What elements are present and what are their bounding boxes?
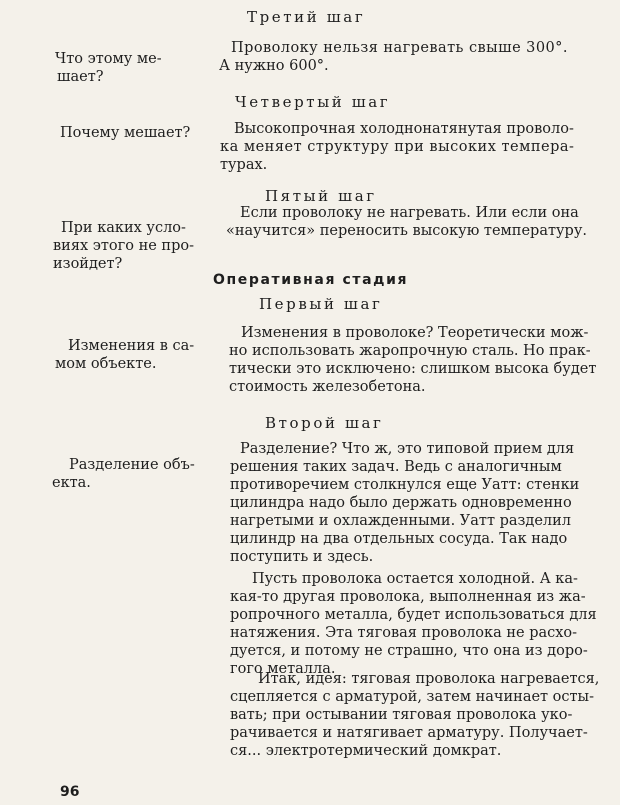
question-why-interferes xyxy=(60,124,190,142)
answer-line: Разделение? Что ж, это типовой прием для xyxy=(240,441,575,457)
heading-operative-stage: Оперативная стадия xyxy=(213,272,409,288)
answer-line: цилиндр на два отдельных сосуда. Так надо xyxy=(230,531,568,547)
question-object-separation xyxy=(52,456,195,492)
question-what-interferes xyxy=(55,50,162,86)
answer-line: дуется, и потому не страшно, что она из доро- xyxy=(230,643,588,659)
answer-line: тически это исключено: слишком высока будет xyxy=(229,361,597,377)
answer-op-second-step-para1 xyxy=(230,440,579,566)
answer-line: поступить и здесь. xyxy=(230,549,374,565)
question-line: мом объекте. xyxy=(55,356,157,372)
answer-line: Если проволоку не нагревать. Или если она xyxy=(240,205,579,221)
answer-op-second-step-para2 xyxy=(230,570,597,678)
answer-line: Итак, идея: тяговая проволока нагревается, xyxy=(258,671,600,687)
answer-line: турах. xyxy=(220,157,268,173)
answer-line: «научится» переносить высокую температуру. xyxy=(226,223,587,239)
answer-line: ропрочного металла, будет использоваться для xyxy=(230,607,597,623)
answer-third-step xyxy=(219,39,568,75)
answer-line: Высокопрочная холоднонатянутая проволо- xyxy=(234,121,574,137)
question-line: При каких усло- xyxy=(61,220,186,236)
answer-line: Проволоку нельзя нагревать свыше 300°. xyxy=(231,40,568,56)
answer-line: рачивается и натягивает арматуру. Получает- xyxy=(230,725,588,741)
answer-line: противоречием столкнулся еще Уатт: стенки xyxy=(230,477,580,493)
answer-line: но использовать жаропрочную сталь. Но прак- xyxy=(229,343,591,359)
question-line: Изменения в са- xyxy=(68,338,195,354)
heading-third-step: Третий шаг xyxy=(247,8,366,26)
answer-line: натяжения. Эта тяговая проволока не расхо- xyxy=(230,625,578,641)
answer-line: стоимость железобетона. xyxy=(229,379,426,395)
answer-line: вать; при остывании тяговая проволока уко- xyxy=(230,707,573,723)
answer-fourth-step xyxy=(220,120,574,174)
answer-line: Изменения в проволоке? Теоретически мож- xyxy=(241,325,589,341)
answer-line: нагретыми и охлажденными. Уатт разделил xyxy=(230,513,572,529)
answer-line: ка меняет структуру при высоких темпера- xyxy=(220,139,575,155)
answer-line: Пусть проволока остается холодной. А ка- xyxy=(252,571,578,587)
page-number: 96 xyxy=(60,784,80,800)
answer-line: решения таких задач. Ведь с аналогичным xyxy=(230,459,562,475)
question-line: Разделение объ- xyxy=(69,457,195,473)
question-line: Что этому ме- xyxy=(55,51,162,67)
heading-op-second-step: Второй шаг xyxy=(265,414,384,432)
answer-line: сцепляется с арматурой, затем начинает осты- xyxy=(230,689,594,705)
question-line: Почему мешает? xyxy=(60,125,191,141)
heading-fourth-step: Четвертый шаг xyxy=(235,93,391,111)
answer-line: кая-то другая проволока, выполненная из жа- xyxy=(230,589,586,605)
question-line: екта. xyxy=(52,475,91,491)
answer-line: гого металла. xyxy=(230,661,336,677)
answer-op-second-step-para3 xyxy=(230,670,599,760)
question-line: виях этого не про- xyxy=(53,238,194,254)
answer-line: цилиндра надо было держать одновременно xyxy=(230,495,572,511)
answer-line: ся... электротермический домкрат. xyxy=(230,743,502,759)
answer-line: А нужно 600°. xyxy=(219,58,329,74)
question-line: изойдет? xyxy=(53,256,123,272)
answer-op-first-step xyxy=(229,324,596,396)
heading-fifth-step: Пятый шаг xyxy=(265,187,377,205)
question-under-what-conditions xyxy=(53,219,194,273)
question-line: шает? xyxy=(57,69,104,85)
answer-fifth-step xyxy=(226,204,587,240)
heading-op-first-step: Первый шаг xyxy=(259,295,383,313)
question-changes-in-object xyxy=(55,337,194,373)
